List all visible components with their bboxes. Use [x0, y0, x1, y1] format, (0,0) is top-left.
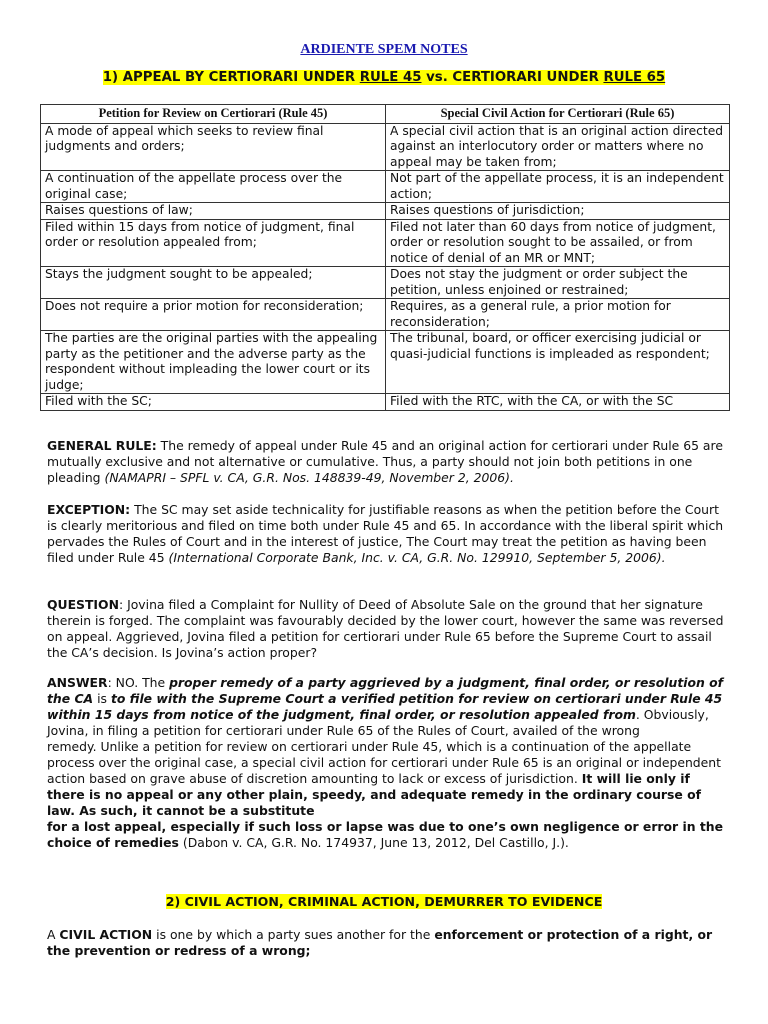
table-cell: The parties are the original parties with the appealing party as the petitioner and the adverse party as the respondent without impleading the lower court or its judge; — [41, 331, 386, 394]
table-row — [41, 123, 730, 171]
answer-text: . Obviously, Jovina, in filing a petition for certiorari under Rule 65 of the Rules of Court, availed of the wrong — [47, 707, 709, 738]
question-label: QUESTION — [47, 597, 119, 612]
civil-text: is one by which a party sues another for the — [152, 927, 435, 942]
answer-emphasis: It will lie only if there is no appeal or any other plain, speedy, and adequate remedy in the ordinary course of law. As such, it cannot be a substitute — [47, 771, 702, 818]
section-heading-1 — [0, 70, 768, 85]
answer-text: : NO. The — [107, 675, 170, 690]
heading-rule45: RULE 45 — [359, 70, 422, 85]
table-cell: Raises questions of law; — [41, 203, 386, 220]
answer-text: is — [93, 691, 111, 706]
table-row — [41, 267, 730, 299]
table-row — [41, 171, 730, 203]
heading-text: 1) APPEAL BY CERTIORARI UNDER — [102, 70, 360, 85]
section-heading-1-highlight — [103, 70, 665, 85]
answer-emphasis: for a lost appeal, especially if such loss or lapse was due to one’s own negligence or error in the choice of remedies — [47, 819, 724, 850]
answer-label: ANSWER — [47, 675, 108, 690]
section-heading-2-text: 2) CIVIL ACTION, CRIMINAL ACTION, DEMURRER TO EVIDENCE — [165, 894, 603, 909]
question-paragraph — [47, 597, 727, 661]
civil-action-paragraph — [47, 927, 727, 959]
section-heading-2 — [0, 894, 768, 909]
table-cell: Filed with the SC; — [41, 394, 386, 411]
table-cell: Requires, as a general rule, a prior motion for reconsideration; — [386, 299, 730, 331]
table-cell: A special civil action that is an original action directed against an interlocutory order or matters where no appeal may be taken from; — [386, 123, 730, 171]
heading-rule65: RULE 65 — [603, 70, 666, 85]
table-cell: The tribunal, board, or officer exercising judicial or quasi-judicial functions is impleaded as respondent; — [386, 331, 730, 394]
table-row — [41, 203, 730, 220]
exception-citation: (International Corporate Bank, Inc. v. CA, G.R. No. 129910, September 5, 2006). — [168, 550, 666, 565]
general-rule-citation: (NAMAPRI – SPFL v. CA, G.R. Nos. 148839-49, November 2, 2006). — [104, 470, 514, 485]
answer-text: remedy. Unlike a petition for review on certiorari under Rule 45, which is a continuation of the appellate process over the original case, a special civil action for certiorari under Rule 65 is an original or independent action based on grave abuse of discretion amounting to lack or excess of jurisdiction. — [47, 739, 722, 786]
question-text: : Jovina filed a Complaint for Nullity of Deed of Absolute Sale on the ground that her signature therein is forged. The complaint was favourably decided by the lower court, however the same was reversed on appeal. Aggrieved, Jovina filed a petition for certiorari under Rule 65 before the Supreme Court to assail the CA’s decision. Is Jovina’s action proper? — [47, 597, 724, 660]
civil-text: A — [47, 927, 60, 942]
answer-emphasis: proper remedy of a party aggrieved by a judgment, final order, or resolution of the CA — [47, 675, 724, 706]
exception-paragraph — [47, 502, 727, 566]
table-cell: A mode of appeal which seeks to review final judgments and orders; — [41, 123, 386, 171]
table-header-rule45: Petition for Review on Certiorari (Rule 45) — [41, 105, 386, 124]
answer-paragraph — [47, 675, 727, 851]
exception-label: EXCEPTION: — [47, 502, 131, 517]
table-cell: A continuation of the appellate process over the original case; — [41, 171, 386, 203]
table-cell: Does not stay the judgment or order subject the petition, unless enjoined or restrained; — [386, 267, 730, 299]
general-rule-paragraph — [47, 438, 727, 486]
general-rule-label: GENERAL RULE: — [47, 438, 157, 453]
table-cell: Does not require a prior motion for reconsideration; — [41, 299, 386, 331]
table-header-row — [41, 105, 730, 124]
comparison-table — [40, 104, 730, 411]
table-row — [41, 394, 730, 411]
civil-emphasis: CIVIL ACTION — [59, 927, 153, 942]
heading-text: vs. CERTIORARI UNDER — [421, 70, 604, 85]
table-cell: Not part of the appellate process, it is an independent action; — [386, 171, 730, 203]
table-cell: Filed not later than 60 days from notice of judgment, order or resolution sought to be assailed, or from notice of denial of an MR or MNT; — [386, 219, 730, 267]
answer-emphasis: to file with the Supreme Court a verified petition for review on certiorari under Rule 45 within 15 days from notice of the judgment, final order, or resolution appealed from — [47, 691, 723, 722]
table-cell: Raises questions of jurisdiction; — [386, 203, 730, 220]
table-cell: Filed within 15 days from notice of judgment, final order or resolution appealed from; — [41, 219, 386, 267]
general-rule-text: The remedy of appeal under Rule 45 and an original action for certiorari under Rule 65 are mutually exclusive and not alternative or cumulative. Thus, a party should not join both petitions in one pleading — [47, 438, 723, 485]
table-row — [41, 299, 730, 331]
table-row — [41, 219, 730, 267]
answer-citation: (Dabon v. CA, G.R. No. 174937, June 13, 2012, Del Castillo, J.). — [178, 835, 569, 850]
document-title: ARDIENTE SPEM NOTES — [300, 42, 468, 57]
civil-emphasis: enforcement or protection of a right, or the prevention or redress of a wrong; — [47, 927, 713, 958]
table-cell: Stays the judgment sought to be appealed; — [41, 267, 386, 299]
exception-text: The SC may set aside technicality for justifiable reasons as when the petition before the Court is clearly meritorious and filed on time both under Rule 45 and 65. In accordance with the liberal spirit which pervades the Rules of Court and in the interest of justice, The Court may treat the petition as having been filed under Rule 45 — [47, 502, 724, 565]
table-header-rule65: Special Civil Action for Certiorari (Rule 65) — [386, 105, 730, 124]
table-row — [41, 331, 730, 394]
table-cell: Filed with the RTC, with the CA, or with the SC — [386, 394, 730, 411]
